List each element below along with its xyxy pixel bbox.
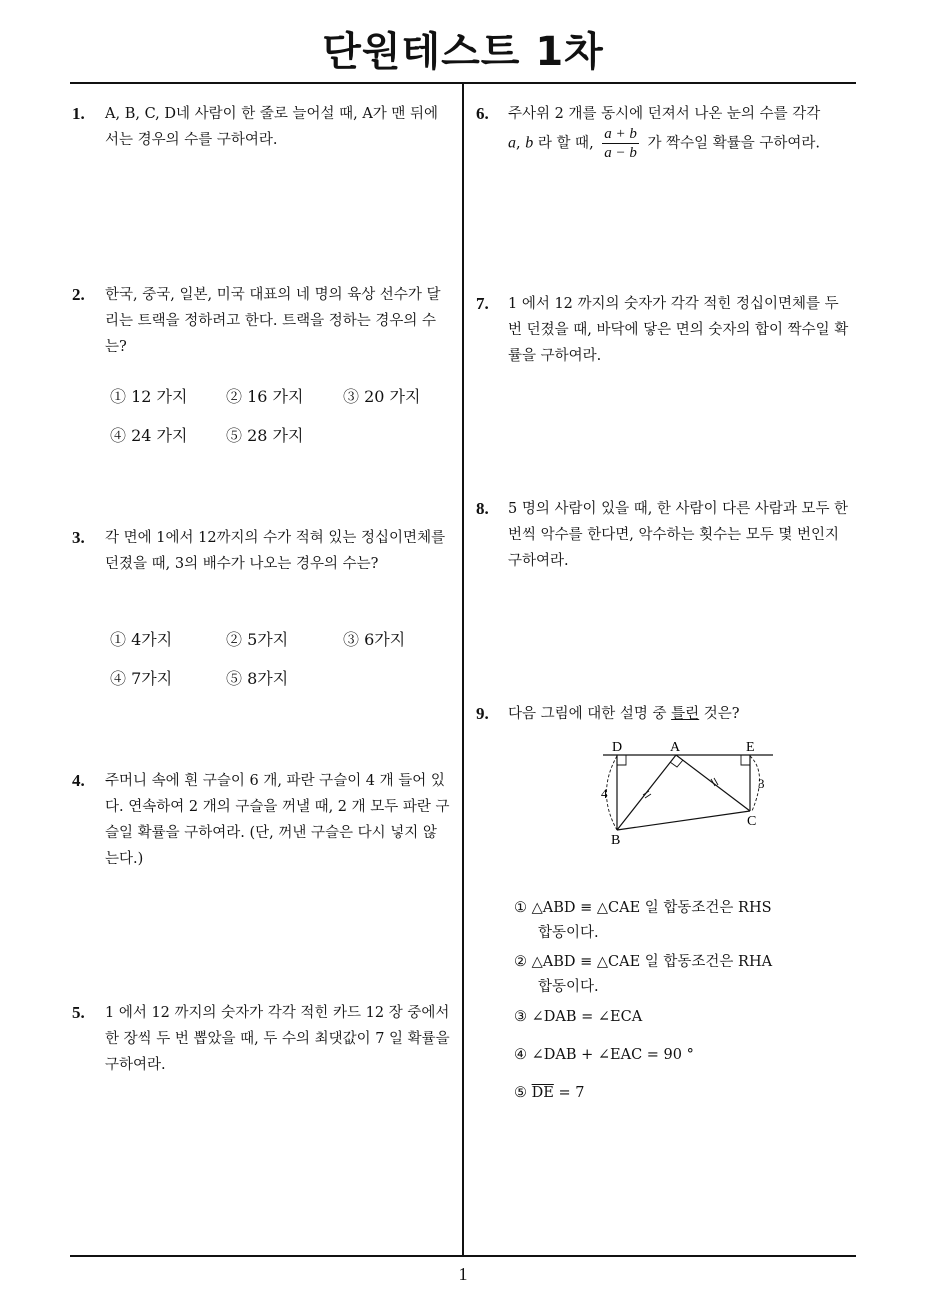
question-text-post: 것은? bbox=[703, 706, 740, 722]
question-number: 3. bbox=[72, 528, 85, 547]
page-number: 1 bbox=[458, 1264, 468, 1284]
label-length-4: 4 bbox=[601, 786, 608, 801]
question-text: 주머니 속에 흰 구슬이 6 개, 파란 구슬이 4 개 들어 있다. 연속하여 2 개의 구슬을 꺼낼 때, 2 개 모두 파란 구슬일 확률을 구하여라. (단, 꺼낸 구슬은 다시 넣지 않는다.) bbox=[105, 773, 450, 867]
choice-5[interactable]: ⑤ 28 가지 bbox=[226, 426, 304, 445]
choice-5-marker: ⑤ bbox=[514, 1085, 527, 1101]
question-number: 4. bbox=[72, 771, 85, 790]
bottom-rule bbox=[70, 1255, 856, 1257]
label-a: A bbox=[670, 740, 681, 755]
page-title: 단원테스트 1차 bbox=[322, 29, 604, 75]
label-length-3: 3 bbox=[758, 776, 765, 791]
label-e: E bbox=[746, 740, 755, 755]
question-number: 8. bbox=[476, 499, 489, 518]
question-text: 5 명의 사람이 있을 때, 한 사람이 다른 사람과 모두 한 번씩 악수를 한다면, 악수하는 횟수는 모두 몇 번인지 구하여라. bbox=[508, 501, 849, 569]
question-text: 1 에서 12 까지의 숫자가 각각 적힌 카드 12 장 중에서 한 장씩 두 번 뽑았을 때, 두 수의 최댓값이 7 일 확률을 구하여라. bbox=[105, 1005, 450, 1073]
question-number: 9. bbox=[476, 704, 489, 723]
choice-3[interactable]: ③ 20 가지 bbox=[343, 387, 421, 406]
fraction-denominator: a − b bbox=[604, 145, 637, 161]
choice-4[interactable]: ④ 7가지 bbox=[110, 669, 173, 688]
text-end: 가 짝수일 확률을 구하여라. bbox=[647, 135, 821, 152]
choice-3[interactable]: ③ 6가지 bbox=[343, 630, 406, 649]
choice-3[interactable] bbox=[514, 1005, 642, 1030]
label-b: B bbox=[611, 833, 621, 848]
text-mid: 라 할 때, bbox=[537, 135, 594, 152]
label-c: C bbox=[747, 814, 757, 829]
choice-4[interactable]: ④ 24 가지 bbox=[110, 426, 188, 445]
choice-3-line1: ③ ∠DAB = ∠ECA bbox=[514, 1009, 643, 1025]
question-text bbox=[508, 701, 853, 727]
question-text bbox=[508, 101, 853, 162]
choice-4[interactable] bbox=[514, 1043, 694, 1068]
choice-2-line2: 합동이다. bbox=[538, 979, 599, 995]
question-number: 2. bbox=[72, 285, 85, 304]
question-number: 7. bbox=[476, 294, 489, 313]
choice-2[interactable] bbox=[514, 950, 772, 1000]
question-number: 6. bbox=[476, 104, 489, 123]
choice-2[interactable]: ② 5가지 bbox=[226, 630, 289, 649]
question-text: 한국, 중국, 일본, 미국 대표의 네 명의 육상 선수가 달리는 트랙을 정하려고 한다. 트랙을 정하는 경우의 수는? bbox=[105, 287, 441, 355]
choice-2[interactable]: ② 16 가지 bbox=[226, 387, 304, 406]
choice-4-line1: ④ ∠DAB + ∠EAC = 90 ° bbox=[514, 1047, 694, 1063]
question-text: 1 에서 12 까지의 숫자가 각각 적힌 정십이면체를 두 번 던졌을 때, 바닥에 닿은 면의 숫자의 합이 짝수일 확률을 구하여라. bbox=[508, 296, 849, 364]
choice-5-value: = 7 bbox=[558, 1085, 585, 1101]
question-text-pre: 다음 그림에 대한 설명 중 bbox=[508, 706, 667, 722]
question-number: 5. bbox=[72, 1003, 85, 1022]
var-b: b bbox=[525, 134, 534, 152]
question-text-line2: a, b 라 할 때, $\frac{a + b}{a - b}$ 가 짝수일 확률을 구하여라. bbox=[508, 126, 821, 161]
choice-1[interactable] bbox=[514, 896, 772, 946]
var-a: a bbox=[508, 134, 516, 152]
choice-1-line1: ① △ABD ≡ △CAE 일 합동조건은 RHS bbox=[514, 900, 772, 916]
choice-5[interactable]: ⑤ 8가지 bbox=[226, 669, 289, 688]
choice-1[interactable]: ① 12 가지 bbox=[110, 387, 188, 406]
segment-de: $\overline{DE}$ bbox=[531, 1085, 554, 1101]
triangle-figure bbox=[598, 738, 778, 848]
label-d: D bbox=[612, 740, 623, 755]
fraction-numerator: a + b bbox=[604, 126, 637, 142]
choice-1[interactable]: ① 4가지 bbox=[110, 630, 173, 649]
question-text-line1: 주사위 2 개를 동시에 던져서 나온 눈의 수를 각각 bbox=[508, 106, 821, 122]
question-text: A, B, C, D네 사람이 한 줄로 늘어설 때, A가 맨 뒤에 서는 경우의 수를 구하여라. bbox=[105, 106, 439, 148]
choice-2-line1: ② △ABD ≡ △CAE 일 합동조건은 RHA bbox=[514, 954, 773, 970]
fraction bbox=[602, 125, 639, 162]
question-text: 각 면에 1에서 12까지의 수가 적혀 있는 정십이면체를 던졌을 때, 3의 배수가 나오는 경우의 수는? bbox=[105, 530, 446, 572]
column-divider bbox=[462, 84, 464, 1256]
question-text-underlined: 틀린 bbox=[671, 706, 700, 722]
choice-1-line2: 합동이다. bbox=[538, 925, 599, 941]
question-number: 1. bbox=[72, 104, 85, 123]
choice-5[interactable] bbox=[514, 1081, 584, 1106]
